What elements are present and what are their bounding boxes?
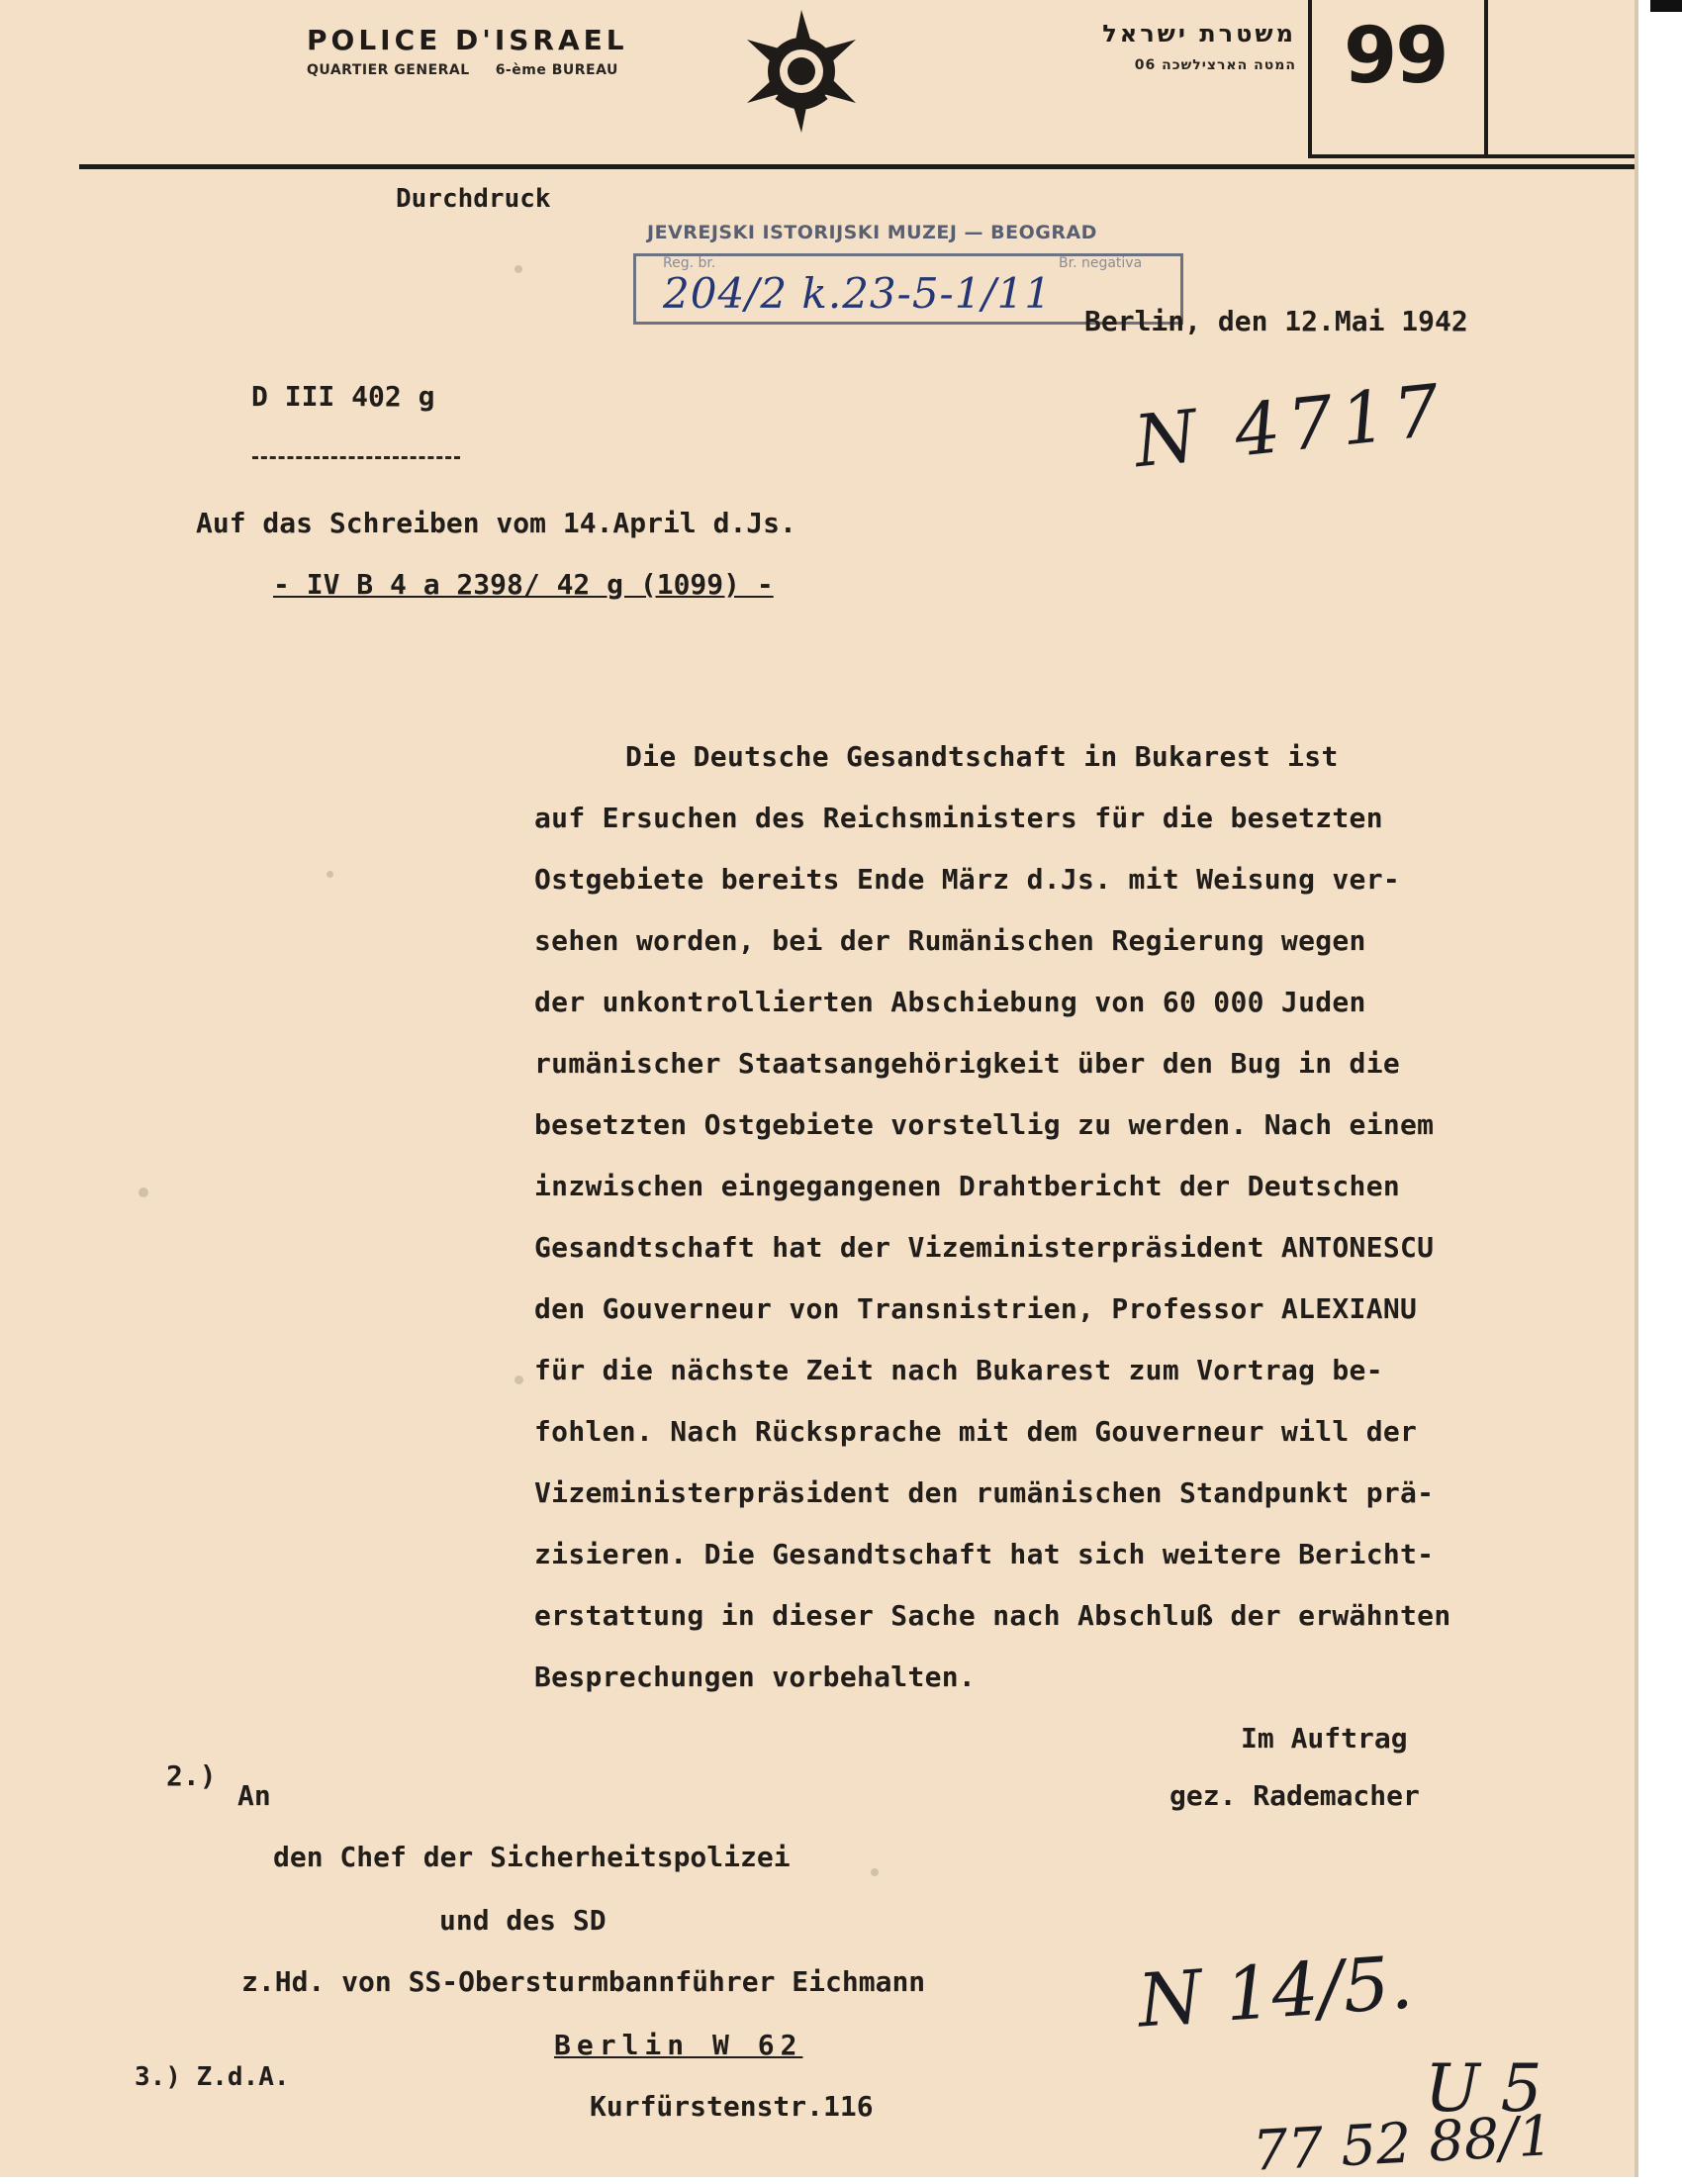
scan-margin — [1635, 0, 1682, 2177]
police-emblem-icon — [737, 8, 866, 135]
body-line: fohlen. Nach Rücksprache mit dem Gouverneur will der — [534, 1415, 1418, 1448]
handwritten-note-3: 77 52 88/1 — [1251, 2104, 1555, 2184]
body-line: Vizeministerpräsident den rumänischen Standpunkt prä- — [534, 1476, 1435, 1509]
copy-note: Durchdruck — [396, 184, 551, 214]
ink-speck — [871, 1868, 879, 1876]
body-line: der unkontrollierten Abschiebung von 60 000 Juden — [534, 986, 1366, 1018]
file-reference-rule — [252, 456, 460, 459]
address-an: An — [237, 1779, 271, 1812]
address-line-4: Berlin W 62 — [554, 2029, 803, 2061]
address-number: 2.) — [166, 1759, 217, 1792]
address-line-1: den Chef der Sicherheitspolizei — [273, 1841, 791, 1873]
letterhead-subtitle-fr — [307, 62, 702, 78]
paper-edge-shadow — [1635, 0, 1638, 2177]
page-number: 99 — [1344, 12, 1448, 101]
body-line: inzwischen eingegangenen Drahtbericht der Deutschen — [534, 1170, 1401, 1202]
letter-date: Berlin, den 12.Mai 1942 — [1084, 305, 1468, 337]
letterhead-title-he: משטרת ישראל — [1102, 20, 1296, 47]
letterhead-hq: QUARTIER GENERAL — [307, 62, 470, 78]
reply-to-line: Auf das Schreiben vom 14.April d.Js. — [196, 507, 796, 539]
signature-line-1: Im Auftrag — [1241, 1722, 1408, 1755]
body-line: Gesandtschaft hat der Vizeministerpräsident ANTONESCU — [534, 1231, 1435, 1264]
ink-speck — [327, 871, 333, 878]
body-line: erstattung in dieser Sache nach Abschluß der erwähnten — [534, 1599, 1451, 1632]
body-line: besetzten Ostgebiete vorstellig zu werden. Nach einem — [534, 1108, 1435, 1141]
ink-speck — [139, 1187, 148, 1197]
letterhead-rule-right — [1308, 154, 1635, 158]
archive-stamp-neg-label: Br. negativa — [1059, 255, 1143, 271]
body-line: den Gouverneur von Transnistrien, Professor ALEXIANU — [534, 1292, 1418, 1325]
handwritten-number: N 4717 — [1130, 367, 1451, 484]
body-line: Ostgebiete bereits Ende März d.Js. mit Weisung ver- — [534, 863, 1401, 896]
body-line: Besprechungen vorbehalten. — [534, 1661, 977, 1693]
reply-reference: - IV B 4 a 2398/ 42 g (1099) - — [273, 568, 774, 601]
letterhead-rule — [79, 164, 1635, 169]
file-note-zda: 3.) Z.d.A. — [135, 2062, 290, 2092]
letterhead-bureau: 6-ème BUREAU — [495, 62, 618, 78]
letterhead-subtitle-he — [895, 57, 1296, 73]
file-reference: D III 402 g — [251, 380, 435, 413]
address-line-5: Kurfürstenstr.116 — [590, 2090, 874, 2123]
archive-stamp-reg-label: Reg. br. — [663, 255, 716, 271]
letterhead-french — [307, 24, 702, 78]
letterhead-he-office: לשכה 06 — [1134, 57, 1202, 73]
letterhead-hebrew — [895, 20, 1296, 73]
archive-stamp-number: 204/2 k.23-5-1/11 — [663, 269, 1053, 318]
letterhead-title-fr: POLICE D'ISRAEL — [307, 24, 628, 56]
address-line-3: z.Hd. von SS-Obersturmbannführer Eichmann — [241, 1965, 926, 1998]
letterhead-divider — [1308, 0, 1312, 156]
body-line: Die Deutsche Gesandtschaft in Bukarest ist — [625, 740, 1339, 773]
signature-line-2: gez. Rademacher — [1169, 1779, 1420, 1812]
handwritten-note-2: U 5 — [1425, 2050, 1542, 2127]
body-line: zisieren. Die Gesandtschaft hat sich weitere Bericht- — [534, 1538, 1435, 1570]
scan-corner-mark — [1650, 0, 1682, 12]
page-number-divider — [1484, 0, 1488, 156]
ink-speck — [514, 265, 522, 273]
archive-stamp-title: JEVREJSKI ISTORIJSKI MUZEJ — BEOGRAD — [647, 222, 1097, 243]
body-line: rumänischer Staatsangehörigkeit über den Bug in die — [534, 1047, 1401, 1080]
body-line: für die nächste Zeit nach Bukarest zum Vortrag be- — [534, 1354, 1383, 1386]
ink-speck — [514, 1376, 523, 1384]
address-line-2: und des SD — [439, 1904, 607, 1937]
body-line: sehen worden, bei der Rumänischen Regierung wegen — [534, 924, 1366, 957]
body-line: auf Ersuchen des Reichsministers für die besetzten — [534, 802, 1383, 834]
handwritten-note-1: N 14/5. — [1135, 1940, 1416, 2044]
letterhead-he-hq: המטה הארצי — [1201, 57, 1296, 73]
